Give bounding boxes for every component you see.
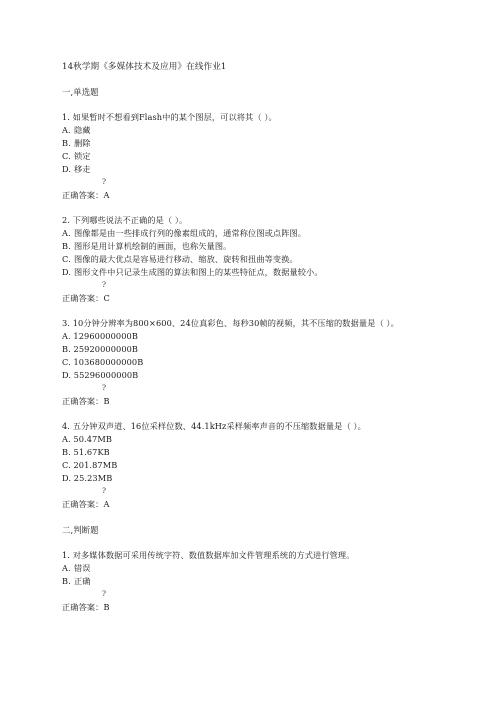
answer-label: 正确答案： [62,602,104,612]
option-letter: A. [62,228,71,238]
answer-label: 正确答案： [62,396,104,406]
question-stem: 对多媒体数据可采用传统字符、数值数据库加文件管理系统的方式进行管理。 [72,550,355,560]
answer-value: B [103,602,110,612]
option-a [62,228,306,238]
option-b [62,138,91,148]
answer-4 [62,499,109,509]
option-text: 图形是用计算机绘制的画面，也称矢量图。 [74,241,232,251]
question-3 [62,318,399,328]
option-text: 201.87MB [73,460,118,470]
option-letter: B. [62,447,71,457]
option-text: 锁定 [74,151,91,161]
option-text: 错误 [74,563,91,573]
option-text: 移走 [74,164,91,174]
question-2 [62,215,187,225]
option-letter: C. [62,151,71,161]
question-number: 4. [62,421,71,431]
question-1 [62,112,277,122]
option-text: 103680000000B [73,357,144,367]
option-text: 55296000000B [73,370,139,380]
option-a [62,125,91,135]
option-text: 正确 [74,576,91,586]
option-b [62,447,110,457]
option-letter: A. [62,563,71,573]
option-c [62,151,91,161]
option-letter: C. [62,460,71,470]
question-stem: 如果暂时不想看到Flash中的某个图层，可以将其（ ）。 [72,112,277,122]
option-text: 51.67KB [73,447,110,457]
answer-label: 正确答案： [62,293,104,303]
answer-1 [62,190,109,200]
option-text: 图像都是由一些排成行列的像素组成的，通常称位图或点阵图。 [74,228,307,238]
option-text: 删除 [74,138,91,148]
question-4 [62,421,366,431]
answer-value: A [103,190,110,200]
answer-value: B [103,396,110,406]
document-title: 14秋学期《多媒体技术及应用》在线作业1 [62,62,227,72]
option-d [62,473,112,483]
tf-question-1 [62,550,355,560]
option-letter: B. [62,241,71,251]
answer-value: A [103,499,110,509]
question-mark: ? [102,589,107,598]
option-letter: C. [62,254,71,264]
question-stem: 10分钟分辨率为800×600、24位真彩色、每秒30帧的视频，其不压缩的数据量是（ ）。 [72,318,399,328]
answer-2 [62,293,110,303]
answer-value: C [103,293,110,303]
question-number: 3. [62,318,71,328]
option-letter: B. [62,576,71,586]
option-letter: D. [62,267,72,277]
option-letter: B. [62,344,71,354]
option-a [62,331,138,341]
question-mark: ? [102,280,107,289]
option-a [62,563,91,573]
option-text: 12960000000B [73,331,138,341]
question-mark: ? [102,177,107,186]
answer-label: 正确答案： [62,190,104,200]
option-letter: A. [62,331,71,341]
option-c [62,254,298,264]
question-stem: 下列哪些说法不正确的是（ ）。 [72,215,188,225]
option-d [62,164,91,174]
option-text: 50.47MB [73,434,112,444]
section-single-choice: 一,单选题 [62,87,99,97]
option-letter: A. [62,434,71,444]
question-number: 1. [62,550,71,560]
option-d [62,267,323,277]
answer-label: 正确答案： [62,499,104,509]
question-mark: ? [102,383,107,392]
option-b [62,344,138,354]
option-text: 图像的最大优点是容易进行移动、缩放、旋转和扭曲等变换。 [74,254,298,264]
answer-3 [62,396,110,406]
option-b [62,576,91,586]
question-stem: 五分钟双声道、16位采样位数、44.1kHz采样频率声音的不压缩数据量是（ ）。 [72,421,366,431]
option-text: 25920000000B [73,344,139,354]
option-b [62,241,231,251]
option-text: 图形文件中只记录生成图的算法和图上的某些特征点，数据量较小。 [74,267,323,277]
tf-answer-1 [62,602,110,612]
question-number: 2. [62,215,71,225]
option-c [62,357,143,367]
option-text: 25.23MB [73,473,113,483]
option-letter: C. [62,357,71,367]
section-true-false: 二,判断题 [62,525,99,535]
question-number: 1. [62,112,71,122]
option-text: 隐藏 [74,125,91,135]
option-letter: D. [62,164,72,174]
option-letter: A. [62,125,71,135]
option-letter: B. [62,138,71,148]
option-a [62,434,112,444]
option-d [62,370,138,380]
question-mark: ? [102,486,107,495]
option-c [62,460,117,470]
option-letter: D. [62,473,72,483]
option-letter: D. [62,370,72,380]
